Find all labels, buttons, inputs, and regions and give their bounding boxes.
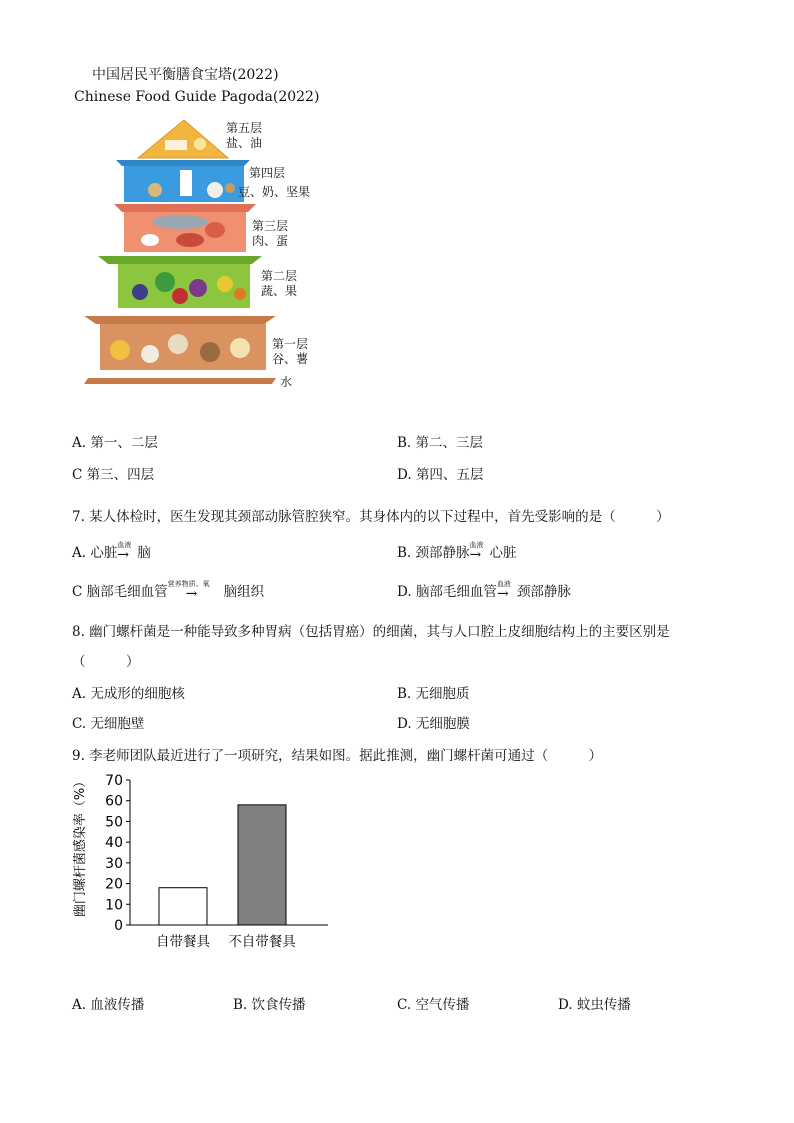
y-ticks: [105, 773, 130, 934]
q9-option-b[interactable]: B. 饮食传播: [233, 997, 306, 1013]
q9-option-d[interactable]: D. 蚊虫传播: [558, 997, 631, 1013]
tier2-level: 第二层: [261, 269, 298, 283]
y-tick-label: 50: [105, 814, 123, 831]
bars: [159, 805, 286, 925]
q8-stem-cont: （ ）: [72, 654, 140, 670]
tier5-level: 第五层: [226, 121, 263, 135]
pagoda-title-cn: 中国居民平衡膳食宝塔(2022): [92, 67, 279, 83]
tier1-foods: 谷、薯: [272, 352, 309, 366]
water-label: 水: [280, 375, 293, 389]
q9-stem: 9. 李老师团队最近进行了一项研究，结果如图。据此推测，幽门螺杆菌可通过（ ）: [72, 748, 603, 764]
food-pagoda-illustration: [80, 112, 280, 387]
tier1-label: [272, 337, 308, 367]
tier2-label: [261, 269, 297, 299]
arrow-icon: 血液 →: [496, 579, 511, 602]
x-tick-label: 不自带餐具: [228, 934, 296, 950]
q7-option-d[interactable]: D. 脑部毛细血管 血液 → 颈部静脉: [397, 579, 571, 602]
tier3-level: 第三层: [252, 219, 289, 233]
tier4-label: [249, 166, 285, 181]
q9-option-c[interactable]: C. 空气传播: [397, 997, 470, 1013]
tier5-label: [226, 121, 262, 151]
tier2-foods: 蔬、果: [261, 284, 298, 298]
x-tick-label: 自带餐具: [156, 934, 210, 950]
q7-option-b[interactable]: B. 颈部静脉 血液 → 心脏: [397, 540, 517, 563]
q8-option-b[interactable]: B. 无细胞质: [397, 686, 470, 702]
arrow-icon: 血液 →: [117, 540, 132, 563]
tier5-foods: 盐、油: [226, 136, 263, 150]
tier3-foods: 肉、蛋: [252, 234, 289, 248]
tier4-foods: 豆、奶、坚果: [238, 185, 311, 199]
y-axis-label: 幽门螺杆菌感染率（%）: [73, 774, 88, 918]
arrow-icon: 血液 →: [469, 540, 484, 563]
y-tick-label: 60: [105, 793, 123, 810]
bar: [159, 888, 207, 925]
q8-option-d[interactable]: D. 无细胞膜: [397, 716, 470, 732]
y-tick-label: 30: [105, 855, 123, 872]
y-tick-label: 10: [105, 897, 123, 914]
q7-option-c[interactable]: C 脑部毛细血管 营养物质、氧 → 脑组织: [72, 579, 265, 602]
q7-stem: 7. 某人体检时，医生发现其颈部动脉管腔狭窄。其身体内的以下过程中，首先受影响的是（ ）: [72, 509, 670, 525]
y-tick-label: 0: [114, 918, 123, 934]
y-tick-label: 70: [105, 773, 123, 789]
y-tick-label: 20: [105, 876, 123, 893]
q9-option-a[interactable]: A. 血液传播: [72, 997, 145, 1013]
q6-option-c[interactable]: C 第三、四层: [72, 467, 155, 483]
tier4-level: 第四层: [249, 166, 286, 180]
q6-option-a[interactable]: A. 第一、二层: [72, 435, 158, 451]
tier1-level: 第一层: [272, 337, 309, 351]
q8-stem: 8. 幽门螺杆菌是一种能导致多种胃病（包括胃癌）的细菌，其与人口腔上皮细胞结构上的主要区别是: [72, 624, 670, 640]
tier3-label: [252, 219, 288, 249]
q6-option-b[interactable]: B. 第二、三层: [397, 435, 484, 451]
q6-option-d[interactable]: D. 第四、五层: [397, 467, 484, 483]
pagoda-title-en: Chinese Food Guide Pagoda(2022): [74, 89, 320, 105]
arrow-icon: 营养物质、氧 →: [167, 579, 210, 602]
q8-option-c[interactable]: C. 无细胞壁: [72, 716, 145, 732]
q8-option-a[interactable]: A. 无成形的细胞核: [72, 686, 185, 702]
x-labels: [156, 933, 297, 950]
q7-option-a[interactable]: A. 心脏 血液 → 脑: [72, 540, 151, 563]
y-tick-label: 40: [105, 835, 123, 852]
bar: [238, 805, 286, 925]
infection-rate-bar-chart: [70, 770, 340, 960]
